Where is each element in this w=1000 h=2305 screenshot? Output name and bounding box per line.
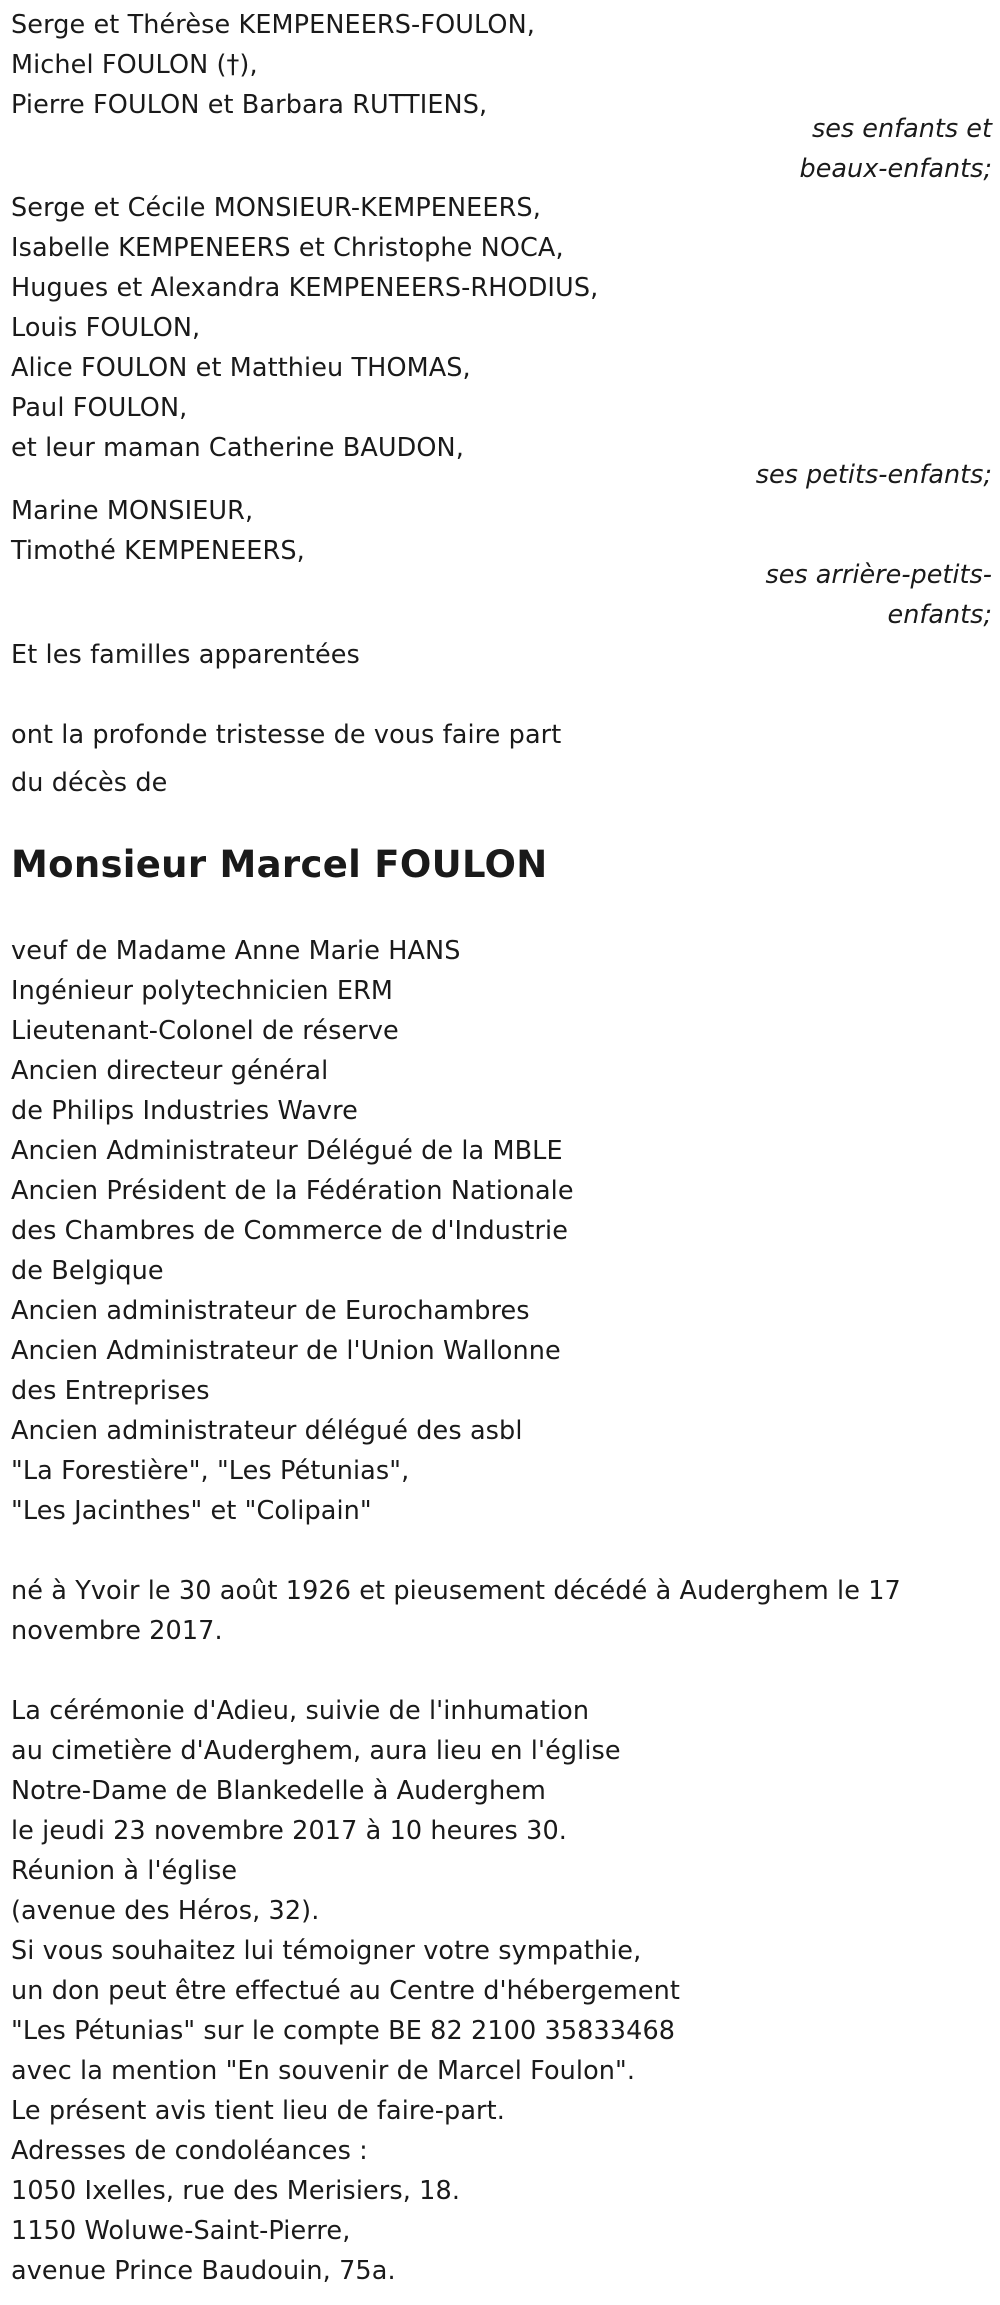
title-line: Ancien Président de la Fédération Nationale (11, 1176, 574, 1206)
family-line: Serge et Cécile MONSIEUR-KEMPENEERS, (11, 193, 541, 223)
ceremony-line: 1050 Ixelles, rue des Merisiers, 18. (11, 2176, 461, 2206)
relatives-line: Et les familles apparentées (11, 640, 360, 670)
ceremony-line: avec la mention "En souvenir de Marcel Foulon". (11, 2056, 636, 2086)
ceremony-line: un don peut être effectué au Centre d'hébergement (11, 1976, 681, 2006)
ceremony-line: Notre-Dame de Blankedelle à Auderghem (11, 1776, 546, 1806)
family-line: Isabelle KEMPENEERS et Christophe NOCA, (11, 233, 564, 263)
title-line: veuf de Madame Anne Marie HANS (11, 936, 461, 966)
title-line: de Philips Industries Wavre (11, 1096, 358, 1126)
title-line: Ancien administrateur délégué des asbl (11, 1416, 523, 1446)
family-line: Alice FOULON et Matthieu THOMAS, (11, 353, 471, 383)
ceremony-line: La cérémonie d'Adieu, suivie de l'inhumation (11, 1696, 590, 1726)
birth-death-line: né à Yvoir le 30 août 1926 et pieusement décédé à Auderghem le 17 (11, 1576, 901, 1606)
family-line: Paul FOULON, (11, 393, 188, 423)
ceremony-line: Adresses de condoléances : (11, 2136, 368, 2166)
announcement-line: ont la profonde tristesse de vous faire part (11, 720, 562, 750)
title-line: des Chambres de Commerce de d'Industrie (11, 1216, 569, 1246)
family-role-label: enfants; (887, 600, 992, 630)
family-role-label: ses enfants et (811, 114, 992, 144)
deceased-name: Monsieur Marcel FOULON (11, 843, 548, 886)
birth-death-line: novembre 2017. (11, 1616, 223, 1646)
ceremony-line: avenue Prince Baudouin, 75a. (11, 2256, 396, 2286)
family-role-label: ses arrière-petits- (765, 560, 992, 590)
family-role-label: beaux-enfants; (799, 154, 992, 184)
title-line: Ingénieur polytechnicien ERM (11, 976, 394, 1006)
family-line: et leur maman Catherine BAUDON, (11, 433, 464, 463)
ceremony-line: 1150 Woluwe-Saint-Pierre, (11, 2216, 351, 2246)
title-line: Ancien administrateur de Eurochambres (11, 1296, 530, 1326)
title-line: Ancien Administrateur de l'Union Wallonne (11, 1336, 561, 1366)
title-line: "Les Jacinthes" et "Colipain" (11, 1496, 372, 1526)
ceremony-line: Si vous souhaitez lui témoigner votre sympathie, (11, 1936, 642, 1966)
family-line: Pierre FOULON et Barbara RUTTIENS, (11, 90, 488, 120)
ceremony-line: au cimetière d'Auderghem, aura lieu en l'église (11, 1736, 621, 1766)
ceremony-line: Réunion à l'église (11, 1856, 238, 1886)
family-role-label: ses petits-enfants; (755, 460, 992, 490)
announcement-line: du décès de (11, 768, 168, 798)
family-line: Marine MONSIEUR, (11, 496, 254, 526)
ceremony-line: (avenue des Héros, 32). (11, 1896, 320, 1926)
title-line: Ancien directeur général (11, 1056, 329, 1086)
title-line: de Belgique (11, 1256, 164, 1286)
family-line: Serge et Thérèse KEMPENEERS-FOULON, (11, 10, 535, 40)
ceremony-line: le jeudi 23 novembre 2017 à 10 heures 30. (11, 1816, 567, 1846)
title-line: Ancien Administrateur Délégué de la MBLE (11, 1136, 563, 1166)
ceremony-line: "Les Pétunias" sur le compte BE 82 2100 35833468 (11, 2016, 676, 2046)
title-line: Lieutenant-Colonel de réserve (11, 1016, 399, 1046)
family-line: Hugues et Alexandra KEMPENEERS-RHODIUS, (11, 273, 599, 303)
ceremony-line: Le présent avis tient lieu de faire-part. (11, 2096, 505, 2126)
family-line: Michel FOULON (†), (11, 50, 258, 80)
family-line: Louis FOULON, (11, 313, 201, 343)
title-line: "La Forestière", "Les Pétunias", (11, 1456, 410, 1486)
title-line: des Entreprises (11, 1376, 210, 1406)
family-line: Timothé KEMPENEERS, (11, 536, 305, 566)
